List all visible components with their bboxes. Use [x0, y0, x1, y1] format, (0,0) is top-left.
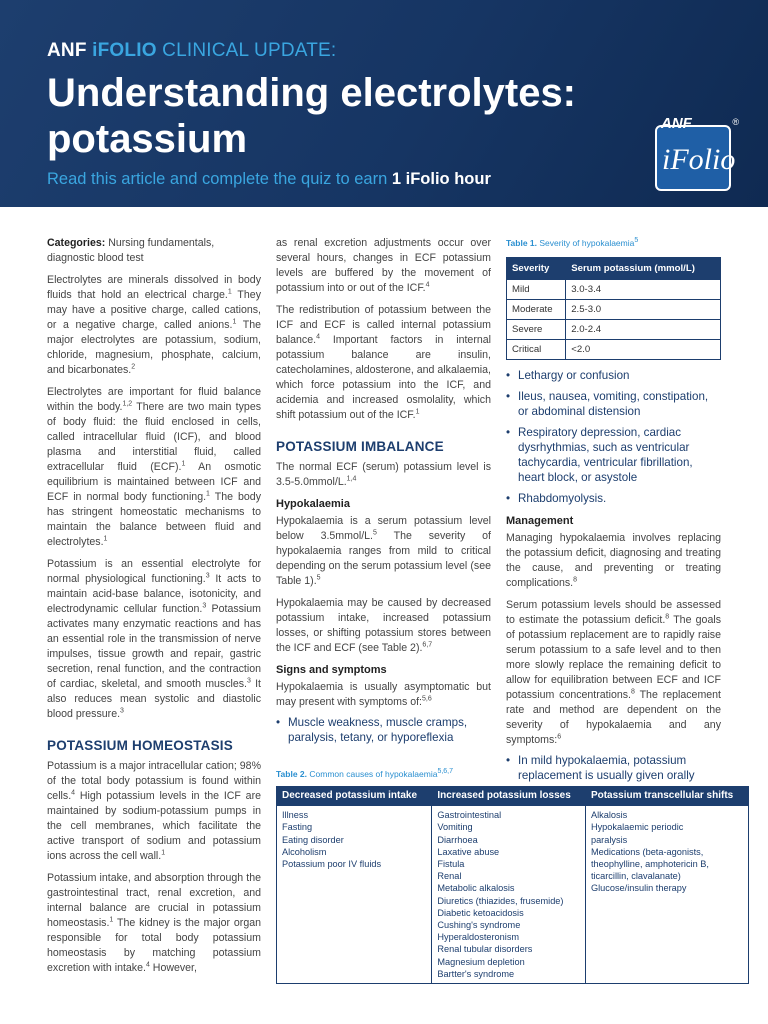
paragraph: Electrolytes are important for fluid balance within the body.$^{1,2}$ There are two main types of body fluid: the fluid enclosed in cells, called intracellular fluid (ICF), and blood plasma and interstitial fluid, called extracellular fluid (ECF).$^1$ An osmotic equilibrium is maintained between ICF and ECF in normal body functioning.$^1$ The body has stringent homeostatic mechanisms to maintain the balance between fluid and electrolytes.$^1$	[47, 386, 262, 548]
list-item: ticarcillin, clavalanate)	[590, 871, 681, 882]
kicker-anf: ANF	[47, 40, 87, 61]
header-banner	[0, 0, 768, 207]
paragraph: Potassium is a major intracellular cation; 98% of the total body potassium is found within cells.$^4$ High potassium levels in the ICF are maintained by sodium-potassium pumps in the cell membranes, which facilitate the active transport of sodium and potassium ions across the cell wall.$^1$	[47, 760, 261, 862]
categories-label: Categories:	[47, 237, 106, 249]
list-item: Medications (beta-agonists,	[590, 846, 704, 857]
heading-hypokalaemia: Hypokalaemia	[276, 498, 350, 510]
table-header-row: Decreased potassium intake Increased potassium losses Potassium transcellular shifts	[277, 787, 749, 806]
severity-table	[506, 257, 721, 360]
list-item: • Ileus, nausea, vomiting, constipation, or abdominal distension	[506, 390, 709, 418]
column-2	[276, 236, 491, 753]
paragraph: The redistribution of potassium between the ICF and ECF is called internal potassium balance.$^4$ Important factors in internal potassium balance are insulin, catecholamines, aldosterone, and alkalaemia, which force potassium into the ICF, and acidemia and increased osmolality, which shift potassium out of the ICF.$^1$	[276, 304, 491, 421]
heading-management: Management	[506, 515, 574, 527]
management-list	[506, 753, 721, 783]
kicker-ifolio: iFOLIO	[92, 40, 157, 61]
list-item: • Muscle weakness, muscle cramps, paralysis, tetany, or hyporeflexia	[276, 716, 468, 744]
list-item: Bartter's syndrome	[437, 968, 515, 979]
paragraph: Potassium is an essential electrolyte for normal physiological functioning.$^3$ It acts to maintain acid-base balance, isotonicity, and electrodynamic cellular function.$^3$ Potassium activates many enzymatic reactions and has an essential role in the transmission of nerve impulses, tissue growth and repair, gastric secretion, renal function, and the contraction of cardiac, skeletal, and smooth muscles.$^3$ It also reduces mean systolic and diastolic blood pressure.$^3$	[47, 558, 262, 720]
paragraph: Hypokalaemia may be caused by decreased potassium intake, increased potassium losses, or shifting potassium stores between the ICF and ECF (see Table 2).$^{6,7}$	[276, 597, 491, 654]
table-1-caption: Table 1. Severity of hypokalaemia$^5$	[506, 237, 639, 248]
subline-text: Read this article and complete the quiz to earn	[47, 170, 388, 188]
symptom-list	[276, 715, 491, 745]
heading-signs-and-symptoms: Signs and symptoms	[276, 664, 387, 676]
list-item: Fistula	[437, 859, 465, 870]
list-item: Diarrhoea	[437, 834, 478, 845]
table-row: Critical <2.0	[507, 340, 721, 360]
kicker	[47, 40, 336, 62]
paragraph: The normal ECF (serum) potassium level is 3.5-5.0mmol/L.$^{1,4}$	[276, 461, 491, 488]
list-item: • Lethargy or confusion	[506, 369, 630, 382]
list-item: Gastrointestinal	[437, 810, 502, 821]
list-item: paralysis	[590, 834, 628, 845]
paragraph: Electrolytes are minerals dissolved in body fluids that hold an electrical charge.$^1$ They may have a positive charge, called cations, or a negative charge, called anions.$^1$ The major electrolytes are potassium, sodium, chloride, magnesium, phosphate, calcium, and bicarbonates.$^2$	[47, 274, 261, 376]
table-header-row: Severity Serum potassium (mmol/L)	[507, 258, 721, 280]
paragraph: Hypokalaemia is usually asymptomatic but may present with symptoms of:$^{5,6}$	[276, 681, 491, 708]
list-item: Diabetic ketoacidosis	[437, 907, 524, 918]
list-item: • Respiratory depression, cardiac dysrhythmias, such as ventricular tachycardia, ventricular fibrillation, heart block, or asystole	[506, 426, 693, 484]
table-row: Severe 2.0-2.4	[507, 320, 721, 340]
list-item: Magnesium depletion	[437, 956, 525, 967]
categories	[47, 236, 261, 266]
list-item: theophylline, amphotericin B,	[590, 859, 709, 870]
list-item: Hypokalaemic periodic	[590, 822, 684, 833]
subline-bold: 1 iFolio hour	[391, 170, 491, 188]
logo-registered: ®	[732, 117, 739, 127]
heading-potassium-imbalance: POTASSIUM IMBALANCE	[276, 439, 444, 454]
list-item: Potassium poor IV fluids	[282, 859, 382, 870]
list-item: • In mild hypokalaemia, potassium replacement is usually given orally	[506, 754, 695, 782]
causes-table	[276, 786, 749, 984]
paragraph: Potassium intake, and absorption through the gastrointestinal tract, renal excretion, and internal balance are crucial in potassium homeostasis.$^1$ The kidney is the major organ responsible for total body potassium homeostasis by matching potassium excretion with intake.$^4$ However,	[47, 872, 261, 974]
list-item: Glucose/insulin therapy	[590, 883, 687, 894]
title-line-1: Understanding electrolytes:	[47, 71, 577, 115]
symptom-list-continued	[506, 368, 721, 506]
kicker-clinical-update: CLINICAL UPDATE:	[162, 40, 337, 61]
transcellular-shifts-cell	[585, 806, 748, 984]
ifolio-logo	[655, 115, 739, 191]
list-item: Laxative abuse	[437, 846, 500, 857]
list-item: Hyperaldosteronism	[437, 932, 520, 943]
list-item: Diuretics (thiazides, frusemide)	[437, 895, 564, 906]
table-2-caption: Table 2. Common causes of hypokalaemia$^{5,6,7}$	[276, 768, 454, 779]
list-item: • Rhabdomyolysis.	[506, 492, 607, 505]
increased-losses-cell	[432, 806, 586, 984]
paragraph: Hypokalaemia is a serum potassium level below 3.5mmol/L.$^5$ The severity of hypokalaemia ranges from mild to critical depending on the serum potassium level (see Table 1).$^5$	[276, 515, 491, 587]
table-row: Mild 3.0-3.4	[507, 280, 721, 300]
list-item: Fasting	[282, 822, 313, 833]
paragraph: Managing hypokalaemia involves replacing the potassium deficit, diagnosing and treating the cause, and preventing or treating complications.$^8$	[506, 532, 721, 589]
column-3	[506, 236, 721, 791]
column-1	[47, 236, 261, 983]
list-item: Illness	[282, 810, 309, 821]
list-item: Cushing's syndrome	[437, 920, 521, 931]
table-row: Moderate 2.5-3.0	[507, 300, 721, 320]
title-line-2: potassium	[47, 117, 248, 161]
list-item: Alkalosis	[590, 810, 628, 821]
paragraph: as renal excretion adjustments occur over several hours, changes in ECF potassium levels are buffered by the movement of potassium into or out of the ICF.$^4$	[276, 237, 491, 294]
logo-ifolio: iFolio	[662, 143, 736, 176]
decreased-intake-cell	[277, 806, 432, 984]
list-item: Metabolic alkalosis	[437, 883, 515, 894]
list-item: Vomiting	[437, 822, 473, 833]
table-row	[277, 806, 749, 984]
subline	[47, 170, 491, 189]
categories-value: Nursing fundamentals, diagnostic blood test	[47, 237, 215, 264]
heading-potassium-homeostasis: POTASSIUM HOMEOSTASIS	[47, 738, 233, 753]
list-item: Renal	[437, 871, 462, 882]
page-title	[47, 70, 647, 162]
list-item: Alcoholism	[282, 846, 327, 857]
paragraph: Serum potassium levels should be assessed to estimate the potassium deficit.$^8$ The goals of potassium replacement are to rapidly raise serum potassium to a safe level and to then more slowly replace the remaining deficit to allow for equilibration between ECF and ICF potassium concentrations.$^8$ The replacement rate and method are dependent on the severity of hypokalaemia and any symptoms:$^6$	[506, 599, 721, 746]
list-item: Eating disorder	[282, 834, 344, 845]
logo-anf: ANF	[661, 115, 692, 132]
list-item: Renal tubular disorders	[437, 944, 533, 955]
